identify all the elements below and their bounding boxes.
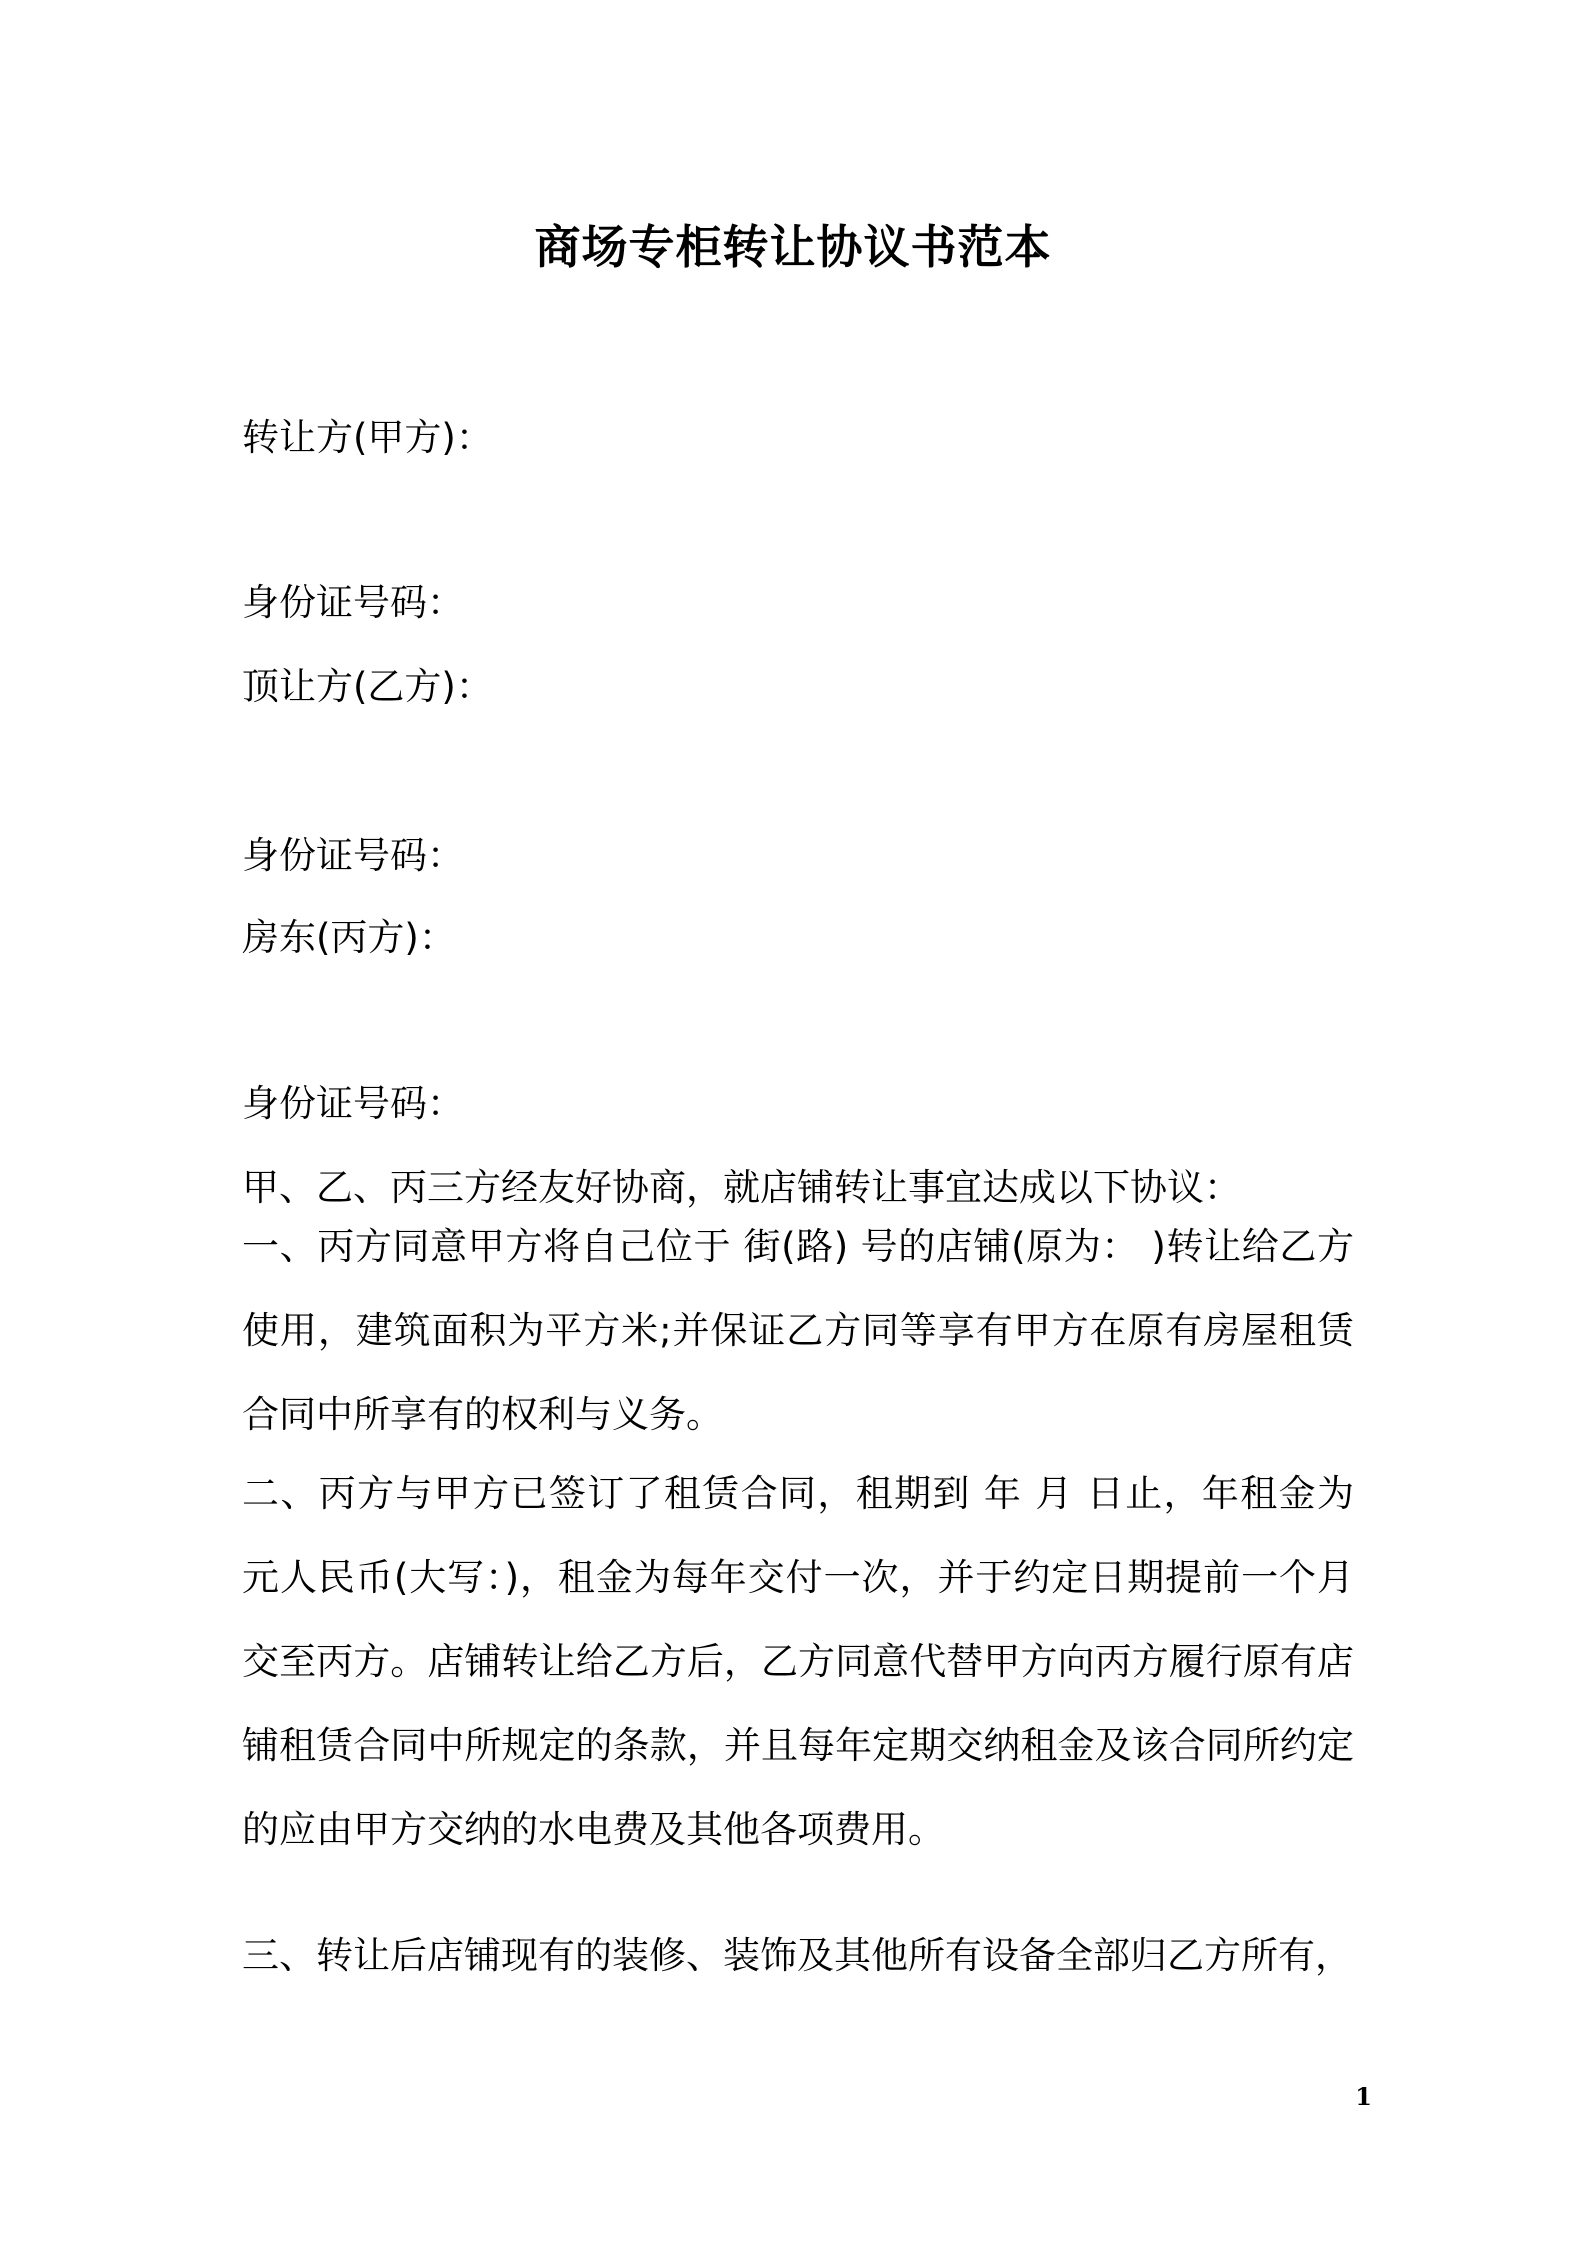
landlord-field: 房东(丙方)： (242, 916, 456, 959)
clause-1: 一、丙方同意甲方将自己位于 街(路) 号的店铺(原为： )转让给乙方使用，建筑面积为平方米;并保证乙方同等享有甲方在原有房屋租赁合同中所享有的权利与义务。 (242, 1225, 1354, 1436)
transferee-field: 顶让方(乙方)： (242, 665, 493, 708)
clause-3: 三、转让后店铺现有的装修、装饰及其他所有设备全部归乙方所有， (242, 1934, 1352, 1977)
agreement-intro: 甲、乙、丙三方经友好协商，就店铺转让事宜达成以下协议： (242, 1166, 1241, 1209)
transferee-id-field: 身份证号码： (242, 834, 464, 877)
landlord-id-field: 身份证号码： (242, 1082, 464, 1125)
clause-2: 二、丙方与甲方已签订了租赁合同，租期到 年 月 日止，年租金为 元人民币(大写：)，租金为每年交付一次，并于约定日期提前一个月交至丙方。店铺转让给乙方后，乙方同意代替甲方向丙方履行原有店铺租赁合同中所规定的条款，并且每年定期交纳租金及该合同所约定的应由甲方交纳的水电费及其他各项费用。 (242, 1472, 1354, 1851)
transferor-id-field: 身份证号码： (242, 581, 464, 624)
page-number: 1 (1355, 2082, 1372, 2111)
transferor-field: 转让方(甲方)： (242, 416, 493, 459)
document-title: 商场专柜转让协议书范本 (534, 220, 1052, 274)
